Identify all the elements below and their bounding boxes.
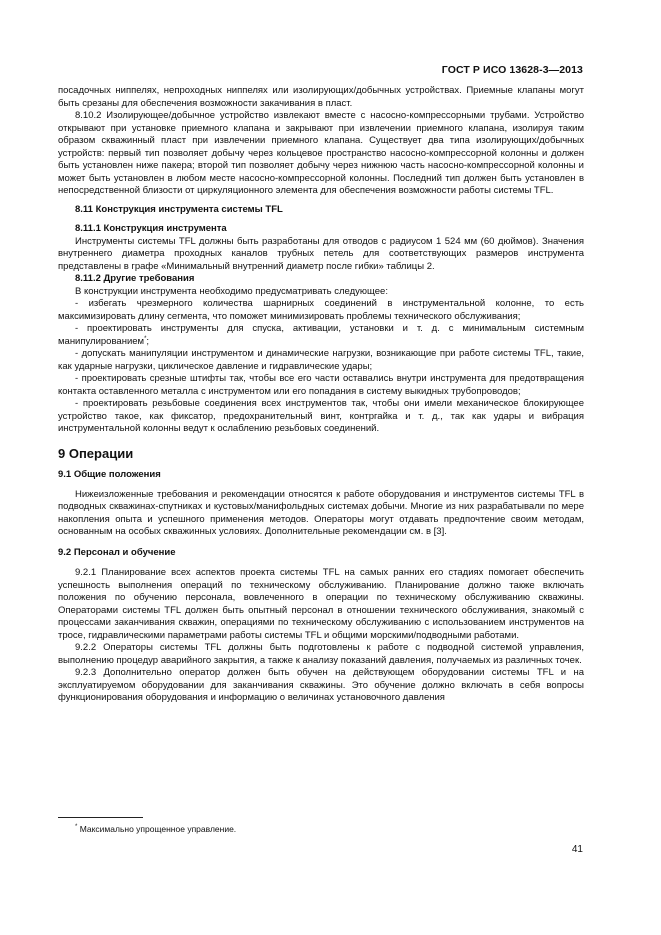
heading-9-1: 9.1 Общие положения xyxy=(58,469,161,480)
paragraph-9-1: Нижеизложенные требования и рекомендации относятся к работе оборудования и инструментов системы TFL в подводных скважинах-спутниках и кустовых/манифольдных системах добычи. Многие из них разрабатывали по мере накопления опыта и успешного применения методов. Операторы могут отдавать предпочтение своим методам, основанным на особых скважинных условиях. Дополнительные рекомендации см. в [3]. xyxy=(58,488,584,537)
footnote-mark: * xyxy=(75,824,78,831)
footnote-reference: * xyxy=(144,335,147,342)
list-item-end: ; xyxy=(146,335,150,347)
paragraph-9-2-2: 9.2.2 Операторы системы TFL должны быть подготовлены к работе с подводной системой управления, выполнению процедур аварийного закрытия, а также к анализу показаний давления, получаемых из различных точек. xyxy=(58,642,584,666)
list-item xyxy=(58,323,584,348)
list-item-text: - проектировать инструменты для спуска, активации, установки и т. д. с минимальным системным манипулированием xyxy=(58,323,584,347)
footnote-text: Максимально упрощенное управление. xyxy=(79,824,237,834)
heading-8-11-2: 8.11.2 Другие требования xyxy=(75,273,195,284)
heading-8-11: 8.11 Конструкция инструмента системы TFL xyxy=(75,203,283,215)
footnote xyxy=(58,824,236,835)
paragraph-continuation: посадочных ниппелях, непроходных ниппелях или изолирующих/добычных устройствах. Приемные клапаны могут быть срезаны для обеспечения возможности закачивания в пласт. xyxy=(58,85,584,109)
section-heading-9: 9 Операции xyxy=(58,445,134,461)
heading-9-2: 9.2 Персонал и обучение xyxy=(58,546,176,558)
paragraph-9-2-3: 9.2.3 Дополнительно оператор должен быть обучен на действующем оборудовании системы TFL и на эксплуатируемом оборудовании для заканчивания скважины. Это обучение должно включать в себя вопросы функционирования оборудования и информацию о величинах установочного давления xyxy=(58,667,584,703)
footnote-divider xyxy=(58,817,143,818)
paragraph-8-11-2-intro: В конструкции инструмента необходимо предусматривать следующее: xyxy=(75,285,388,297)
page-body xyxy=(58,85,584,705)
list-item: - допускать манипуляции инструментом и динамические нагрузки, возникающие при работе системы TFL, такие, как ударные нагрузки, циклическое давление и гидравлические удары; xyxy=(58,348,584,372)
list-item: - избегать чрезмерного количества шарнирных соединений в инструментальной колонне, то есть максимизировать длину сегмента, что поможет минимизировать проблемы технического обслуживания; xyxy=(58,298,584,322)
paragraph-8-11-1: Инструменты системы TFL должны быть разработаны для отводов с радиусом 1 524 мм (60 дюймов). Значения внутреннего диаметра проходных каналов трубных петель для соответствующих размеров инструмента представлены в графе «Минимальный внутренний диаметр после гибки» таблицы 2. xyxy=(58,235,584,272)
paragraph-9-2-1: 9.2.1 Планирование всех аспектов проекта системы TFL на самых ранних его стадиях помогает обеспечить успешность выполнения операций по техническому обслуживанию. Планирование должно также включать положения по обучению персонала, вовлеченного в операции по техническому обслуживанию скважины. Операторами системы TFL должен быть опытный персонал в отношении технического обслуживания, знакомый с процессами заканчивания скважин, операциями по техническому обслуживанию с использованием инструментов на тросе, гидравлическими параметрами работы системы TFL и общими морскими/подводными работами. xyxy=(58,567,584,641)
document-header-title: ГОСТ Р ИСО 13628-3—2013 xyxy=(441,64,583,76)
paragraph-8-10-2: 8.10.2 Изолирующее/добычное устройство извлекают вместе с насосно-компрессорными трубами. Устройство открывают при установке приемного клапана и закрывают при извлечении приемного клапана, изолируя таким образом скважинный пласт при извлечении приемного клапана. Существует два типа изолирующих/добычных устройств: первый тип позволяет добычу через кольцевое пространство насосно-компрессорной колонны и должен быть установлен ниже пакера; второй тип позволяет добычу через нижнюю часть насосно-компрессорной колонны и может быть установлен в любом месте насосно-компрессорной колонны. Последний тип должен быть установлен в непосредственной близости от циркуляционного элемента для обеспечения возможности работы системы TFL. xyxy=(58,110,584,196)
list-item: - проектировать резьбовые соединения всех инструментов так, чтобы они имели механическое блокирующее устройство такое, как фиксатор, предохранительный винт, контргайка и т. д., так как удары и вибрация инструментальной колонны ведут к ослаблению резьбовых соединений. xyxy=(58,398,584,434)
heading-8-11-1: 8.11.1 Конструкция инструмента xyxy=(75,223,227,234)
list-item: - проектировать срезные штифты так, чтобы все его части оставались внутри инструмента для предотвращения контакта оставленного металла с инструментом или его попадания в систему выкидных трубопроводов; xyxy=(58,373,584,397)
page-number: 41 xyxy=(571,844,583,855)
